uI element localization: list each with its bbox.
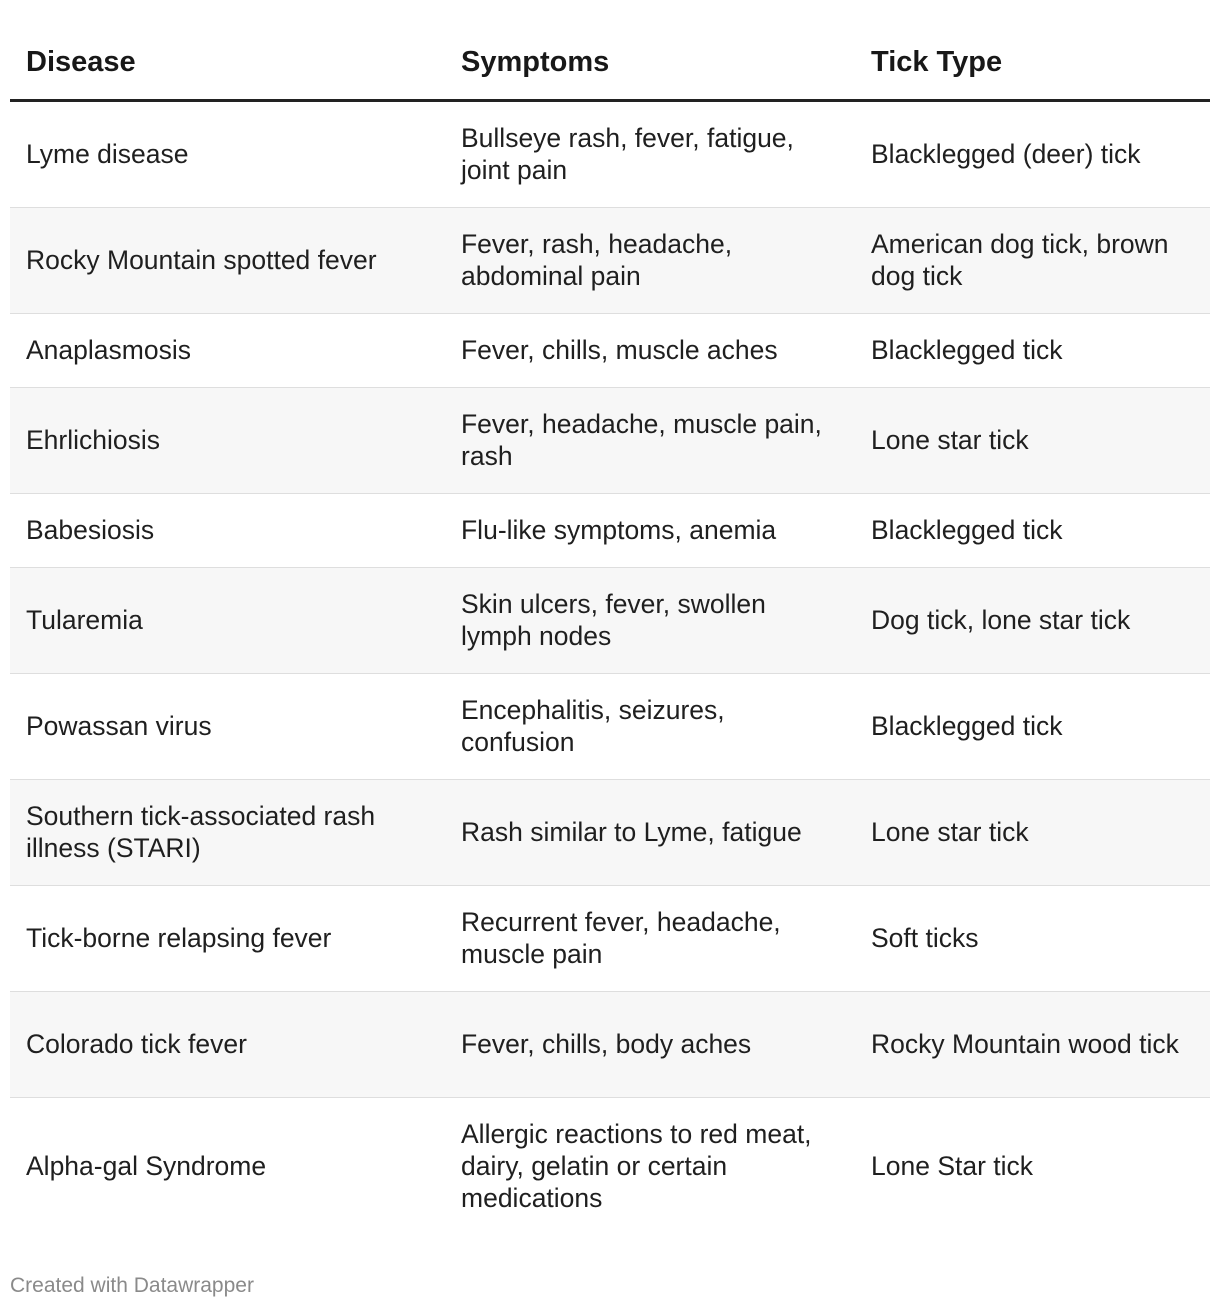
cell-disease: Powassan virus <box>10 673 445 779</box>
table-row <box>10 567 1210 673</box>
cell-symptoms: Fever, rash, headache, abdominal pain <box>445 207 855 313</box>
cell-tick-type: Blacklegged tick <box>855 673 1210 779</box>
table-row <box>10 313 1210 387</box>
cell-symptoms: Rash similar to Lyme, fatigue <box>445 779 855 885</box>
column-header-symptoms[interactable]: Symptoms <box>445 28 855 100</box>
table-row <box>10 493 1210 567</box>
cell-tick-type: Blacklegged (deer) tick <box>855 100 1210 207</box>
table-row <box>10 100 1210 207</box>
table-row <box>10 673 1210 779</box>
table-row <box>10 779 1210 885</box>
table-header <box>10 28 1210 100</box>
cell-symptoms: Fever, chills, body aches <box>445 991 855 1097</box>
table-row <box>10 991 1210 1097</box>
cell-symptoms: Skin ulcers, fever, swollen lymph nodes <box>445 567 855 673</box>
cell-disease: Babesiosis <box>10 493 445 567</box>
cell-tick-type: Lone Star tick <box>871 1151 1034 1182</box>
cell-disease: Tick-borne relapsing fever <box>10 885 445 991</box>
cell-disease: Tularemia <box>10 567 445 673</box>
cell-disease: Anaplasmosis <box>10 313 445 387</box>
cell-disease: Lyme disease <box>10 100 445 207</box>
cell-disease: Southern tick-associated rash illness (STARI) <box>10 779 445 885</box>
cell-symptoms: Fever, chills, muscle aches <box>445 313 855 387</box>
header-row <box>10 28 1210 100</box>
cell-tick-type: Rocky Mountain wood tick <box>855 991 1210 1097</box>
cell-tick-type: Blacklegged tick <box>855 493 1210 567</box>
tick-disease-table <box>10 28 1210 1235</box>
table-row <box>10 1097 1210 1235</box>
cell-symptoms: Fever, headache, muscle pain, rash <box>445 387 855 493</box>
cell-disease: Alpha-gal Syndrome <box>26 1151 267 1182</box>
cell-symptoms: Bullseye rash, fever, fatigue, joint pain <box>445 100 855 207</box>
cell-disease: Colorado tick fever <box>10 991 445 1097</box>
table-row <box>10 885 1210 991</box>
cell-tick-type: Soft ticks <box>855 885 1210 991</box>
cell-tick-type: Blacklegged tick <box>855 313 1210 387</box>
cell-symptoms: Recurrent fever, headache, muscle pain <box>445 885 855 991</box>
column-header-tick-type[interactable]: Tick Type <box>855 28 1210 100</box>
cell-tick-type: American dog tick, brown dog tick <box>855 207 1210 313</box>
cell-disease: Ehrlichiosis <box>10 387 445 493</box>
cell-symptoms: Flu-like symptoms, anemia <box>445 493 855 567</box>
cell-tick-type: Lone star tick <box>855 779 1210 885</box>
table-body <box>10 100 1210 1235</box>
table-row <box>10 387 1210 493</box>
cell-symptoms: Allergic reactions to red meat, dairy, gelatin or certain medications <box>461 1119 812 1214</box>
cell-symptoms: Encephalitis, seizures, confusion <box>445 673 855 779</box>
cell-tick-type: Dog tick, lone star tick <box>855 567 1210 673</box>
cell-disease: Rocky Mountain spotted fever <box>10 207 445 313</box>
cell-tick-type: Lone star tick <box>855 387 1210 493</box>
table-row <box>10 207 1210 313</box>
column-header-disease[interactable]: Disease <box>10 28 445 100</box>
datawrapper-credit[interactable]: Created with Datawrapper <box>10 1274 254 1297</box>
